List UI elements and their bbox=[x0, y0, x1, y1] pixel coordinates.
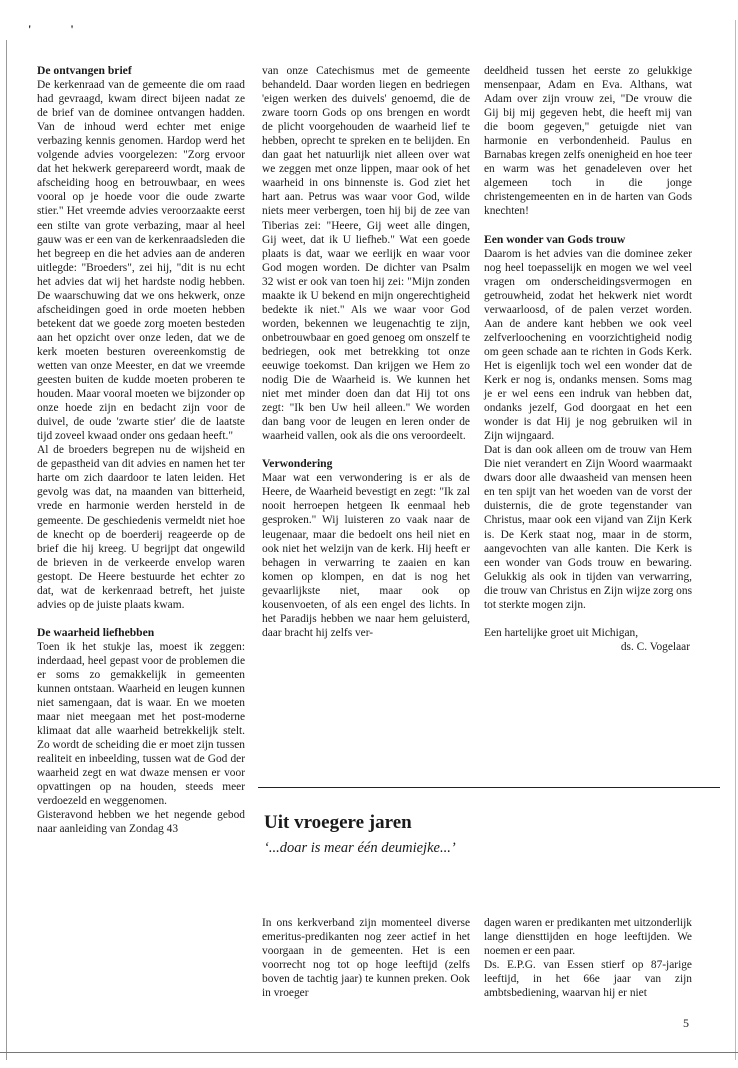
column-2 bbox=[262, 64, 470, 640]
paragraph: van onze Catechismus met de gemeente behandeld. Daar worden liegen en bedriegen 'eigen werken des duivels' genoemd, die de zware toorn Gods op ons brengen en wordt de plicht voorgehouden de waarheid lief te hebben, oprecht te spreken en te belijden. En dan gaat het natuurlijk niet alleen over wat we zeggen met onze lippen, maar ook of het waarheid in ons binnenste is. God ziet het hart aan. Petrus was waar voor God, wilde niets meer verbergen, toen hij bij de zee van Tiberias zei: "Heere, Gij weet alle dingen, Gij weet, dat ik U liefheb." Wat een goede plaats is dat, waar we eerlijk en waar voor God mogen worden. De dichter van Psalm 32 wist er ook van toen hij zei: "Mijn zonden maakte ik U bekend en mijn ongerechtigheid bedekte ik niet." Als we waar voor God worden, bekennen we leugenachtig te zijn, onbetrouwbaar en goed genoeg om onszelf te bedriegen, ook met betrekking tot onze eeuwige toekomst. Dan krijgen we Hem zo nodig Die de Waarheid is. We kunnen het niet met minder doen dan dat Hij tot ons zegt: "Ik ben Uw heil alleen." We worden dan bang voor de leugen en leren onder de waarheid vallen, ook als die ons veroordeelt. bbox=[262, 65, 470, 443]
paragraph: Al de broeders begrepen nu de wijsheid en de gepastheid van dit advies en namen het ter harte om zich daardoor te laten leiden. Het gevolg was dat, na maanden van bitterheid, vrede en harmonie werden hersteld in de gemeente. De geschiedenis vermeldt niet hoe de knecht op de boerderij reageerde op de brief die hij kreeg. U begrijpt dat ongewild de brieven in de verkeerde envelop waren gestopt. De Heere bestuurde het echter zo dat, wat de kerkenraad betreft, het juiste advies op de juiste plaats kwam. bbox=[37, 444, 245, 611]
section-column-2 bbox=[484, 916, 692, 1000]
paragraph: Toen ik het stukje las, moest ik zeggen: inderdaad, heel gepast voor de problemen die er soms zo gemakkelijk in gemeenten kunnen ontstaan. Waarheid en leugen kunnen niet samengaan, dat is waar. En we moeten maar niet meegaan met het post-moderne klimaat dat alle waarheid betrekkelijk stelt. Zo wordt de scheiding die er moet zijn tussen realiteit en inbeelding, tussen wat de God der waarheid zegt en wat dwaze mensen er voor opvattingen op na houden, steeds meer verdoezeld en weggenomen. bbox=[37, 640, 245, 808]
page-number: 5 bbox=[683, 1016, 689, 1030]
section-divider bbox=[258, 787, 720, 788]
section-subtitle: ‘...doar is mear één deumiejke...’ bbox=[264, 840, 456, 856]
paragraph: Dat is dan ook alleen om de trouw van Hem Die niet verandert en Zijn Woord waarmaakt dwars door alle dwaasheid van mensen heen en ten spijt van het woeden van de vorst der duisternis, die de grote tegenstander van Christus, maar ook een vijand van Zijn Kerk is. De Kerk staat nog, maar in de storm, aangevochten van alle kanten. Die Kerk is een wonder van Gods trouw en bewaring. Gelukkig als ook in tijden van verwarring, die trouw van Christus en Zijn wijze zorg ons tot sterkte mogen zijn. bbox=[484, 444, 692, 611]
scan-edge-right bbox=[735, 20, 736, 1060]
heading-wonder-gods-trouw: Een wonder van Gods trouw bbox=[484, 232, 626, 246]
paragraph: deeldheid tussen het eerste zo gelukkige mensenpaar, Adam en Eva. Althans, wat Adam over zijn vrouw zei, "De vrouw die Gij bij mij gegeven hebt, die heeft mij van die boom gegeven," getuigde niet van harmonie en verbondenheid. Paulus en Barnabas kregen zelfs onenigheid en hoe teer en warm was het genadeleven over het algemeen toch in die jonge christengemeenten en in de harten van Gods knechten! bbox=[484, 65, 692, 218]
scan-edge-left bbox=[6, 40, 7, 1060]
column-3 bbox=[484, 64, 692, 654]
heading-waarheid-liefhebben: De waarheid liefhebben bbox=[37, 625, 155, 639]
paragraph: Ds. E.P.G. van Essen stierf op 87-jarige leeftijd, in het 66e jaar van zijn ambtsbediening, waarvan hij er niet bbox=[484, 959, 692, 1000]
paragraph: Maar wat een verwondering is er als de Heere, de Waarheid bevestigt en zegt: "Ik zal nooit herroepen hetgeen Ik eenmaal heb gesproken." Wij luisteren zo vaak naar de leugenaar, maar die bedoelt ons heil niet en ook niet het welzijn van de kerk. Hij heeft er behagen in verwarring te zaaien en kan komen op klompen, en dat is nog het gevaarlijkste niet, maar ook op kousenvoeten, of als een engel des lichts. In het Paradijs hebben we naar hem geluisterd, daar bracht hij zelfs ver- bbox=[262, 472, 470, 639]
paragraph: De kerkenraad van de gemeente die om raad had gevraagd, kwam direct bijeen nadat ze de brief van de dominee ontvangen hadden. Van de inhoud werd echter met enige verbazing kennis genomen. Hardop werd het volgende advies voorgelezen: "Zorg ervoor dat het hekwerk gerepareerd wordt, maak de afscheiding hoog en betrouwbaar, en wees vooral op je hoede voor die oude zwarte stier." Het vreemde advies veroorzaakte eerst een stilte van grote verbazing, maar al heel gauw was er een van de kerkenraadsleden die het begreep en die het advies aan de anderen uitlegde: "Broeders", zei hij, "dit is nu echt het advies dat wij het hardste nodig hebben. De waarschuwing dat we ons hekwerk, onze afscheidingen goed in orde moeten hebben betekent dat we goede zorg moeten besteden aan het opzicht over onze leden, dat we de kerk moeten besturen overeenkomstig de wetten van onze Meester, en dat we vreemde geesten buiten de kudde moeten proberen te houden. Maar vooral moeten we bijzonder op onze hoede zijn en bedacht zijn voor de duivel, de oude 'zwarte stier' die de laatste tijd zoveel kwaad onder ons gedaan heeft." bbox=[37, 79, 245, 443]
section-column-1 bbox=[262, 916, 470, 1000]
scan-edge-bottom bbox=[0, 1052, 738, 1053]
paragraph: Gisteravond hebben we het negende gebod naar aanleiding van Zondag 43 bbox=[37, 809, 245, 836]
greeting: Een hartelijke groet uit Michigan, bbox=[484, 626, 639, 639]
heading-ontvangen-brief: De ontvangen brief bbox=[37, 64, 132, 77]
column-1 bbox=[37, 64, 245, 837]
section-title: Uit vroegere jaren bbox=[264, 812, 412, 833]
page-marks: ' ' bbox=[28, 22, 92, 36]
paragraph: dagen waren er predikanten met uitzonderlijk lange diensttijden en hoge leeftijden. We noemen er een paar. bbox=[484, 917, 692, 958]
paragraph: Daarom is het advies van die dominee zeker nog heel toepasselijk en mogen we wel veel vragen om onderscheidingsvermogen en getrouwheid, zodat het hekwerk niet wordt verwaarloosd, of de palen verzet worden. Aan de andere kant hebben we ook veel zelfverloochening en voorzichtigheid nodig om geen schade aan te richten in Gods Kerk. Het is eigenlijk toch wel een wonder dat de Kerk er nog is, ondanks mensen. Soms mag je er wel eens een indruk van hebben dat, ondanks jezelf, God doorgaat en het een wonder is dat Hij je nog gebruiken wil in Zijn wijngaard. bbox=[484, 247, 692, 443]
heading-verwondering: Verwondering bbox=[262, 457, 333, 471]
signature: ds. C. Vogelaar bbox=[620, 640, 690, 653]
paragraph: In ons kerkverband zijn momenteel diverse emeritus-predikanten nog zeer actief in het voorgaan in de gemeenten. Het is een voorrecht nog tot op hoge leeftijd (zelfs boven de tachtig jaar) te kunnen preken. Ook in vroeger bbox=[262, 917, 470, 1000]
